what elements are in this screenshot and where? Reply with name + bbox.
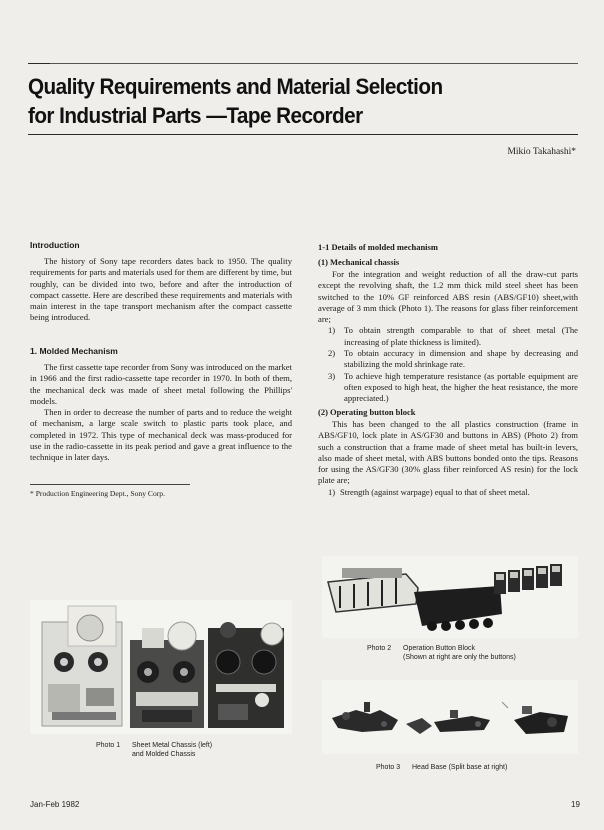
chassis-para: For the integration and weight reduction of all the draw-cut parts except the revolving shaft, the 1.2 mm thick mild steel sheet has been switched to the 10% GF reinforced ABS resin (ABS/GF10) sheet,with average of 3 mm thick (Photo 1). The reasons for glass fiber reinforcement are; [318, 269, 578, 325]
photo2-image [322, 556, 578, 638]
article-title [28, 72, 534, 130]
photo1-image [30, 600, 292, 734]
photo3-caption [376, 764, 507, 773]
footnote: * Production Engineering Dept., Sony Corp. [30, 489, 165, 498]
intro-text: The history of Sony tape recorders dates back to 1950. The quality requirements for parts and materials used for them are different by time, but roughly, can be divided into two, before and after the introduction of compact cassette. Here are described these requirements and materials with main interest in the tape transport mechanism after the compact cassette being introduced. [30, 256, 292, 323]
photo2-line1: Operation Button Block [403, 645, 475, 652]
article-title-line1: Quality Requirements and Material Selection [28, 74, 443, 99]
photo3-line1: Head Base (Split base at right) [412, 764, 508, 771]
intro-heading: Introduction [30, 240, 80, 250]
section1-body [30, 362, 292, 464]
top-rule [50, 63, 578, 64]
photo3-graphic [322, 680, 578, 754]
button-heading: (2) Operating button block [318, 407, 416, 417]
photo2-caption [367, 645, 516, 662]
photo1-graphic [30, 600, 292, 734]
button-item: 1) Strength (against warpage) equal to that of sheet metal. [328, 486, 530, 497]
button-para: This has been changed to the all plastics construction (frame in ABS/GF10, lock plate in AS/GF30 and buttons in ABS) (Photo 2) from such a construction that a frame made of sheet metal has built-in levers, also made of sheet metal, with ABS buttons bonded onto the tips. Reasons for using the AS/GF30 (30% glass fiber reinforced AS resin) for the lock plate are; [318, 419, 578, 486]
page-number: 19 [571, 800, 580, 809]
footnote-rule [30, 484, 190, 485]
chassis-item: 2) To obtain accuracy in dimension and shape by decreasing and stabilizing the mold shrinkage rate. [328, 348, 578, 370]
chassis-item: 1) To obtain strength comparable to that of sheet metal (The increasing of plate thickness is limited). [328, 325, 578, 347]
section1-para2: Then in order to decrease the number of parts and to reduce the weight of mechanism, a large scale switch to plastic parts took place, and completed in 1972. This type of mechanical deck was mass-produced for use in the radio-cassette in its peak period and gave a great influence to the technique in later days. [30, 407, 292, 463]
section1-para1: The first cassette tape recorder from Sony was introduced on the market in 1966 and the first radio-cassette tape recorder in 1970. In both of them, the mechanical deck was made of sheet metal following the Phillips' models. [30, 362, 292, 406]
chassis-item: 3) To achieve high temperature resistance (as portable equipment are often exposed to high heat, the higher the heat resistance, the more appreciated.) [328, 370, 578, 404]
chassis-heading: (1) Mechanical chassis [318, 257, 400, 267]
chassis-body [318, 269, 578, 405]
photo3-label: Photo 3 [376, 764, 401, 771]
intro-paragraph [30, 256, 292, 324]
top-rule-short [28, 63, 50, 64]
photo2-line2: (Shown at right are only the buttons) [403, 653, 516, 661]
photo1-caption [96, 742, 212, 759]
title-rule [28, 134, 578, 135]
photo2-graphic [322, 556, 578, 638]
photo1-line1: Sheet Metal Chassis (left) [132, 742, 213, 749]
button-body [318, 419, 578, 498]
photo2-label: Photo 2 [367, 645, 392, 652]
photo3-image [322, 680, 578, 754]
issue-date: Jan-Feb 1982 [30, 800, 80, 809]
photo1-line2: and Molded Chassis [132, 750, 196, 758]
section1-heading: 1. Molded Mechanism [30, 346, 118, 356]
article-title-line2: for Industrial Parts —Tape Recorder [28, 103, 363, 128]
photo1-label: Photo 1 [96, 742, 121, 749]
author-name: Mikio Takahashi* [507, 147, 576, 157]
subsection-heading: 1-1 Details of molded mechanism [318, 242, 438, 252]
